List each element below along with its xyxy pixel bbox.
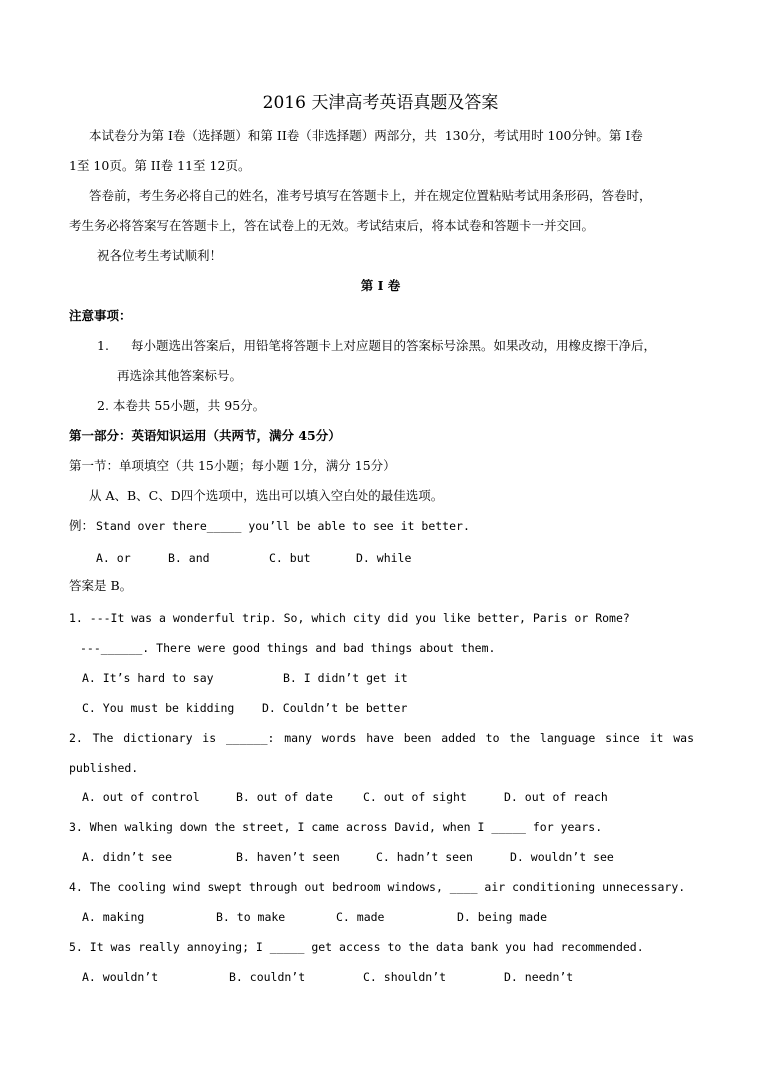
page-title: 2016 天津高考英语真题及答案 [262,93,499,113]
example-option-d: D. while [356,551,412,565]
question-3-option-d: D. wouldn’t see [510,850,614,864]
question-1-option-c: C. You must be kidding [82,701,235,715]
question-1-reply: ---______. There were good things and bad things about them. [80,641,496,655]
question-5-stem: 5. It was really annoying; I _____ get access to the data bank you had recommended. [69,940,644,954]
question-1-stem: 1. ---It was a wonderful trip. So, which city did you like better, Paris or Rome? [69,611,630,625]
part-1-heading: 第一部分：英语知识运用（共两节，满分 45分） [69,428,341,443]
question-4-option-c: C. made [336,910,385,924]
question-2-option-d: D. out of reach [504,790,608,804]
question-5-option-a: A. wouldn’t [82,970,159,984]
question-4-stem: 4. The cooling wind swept through out bedroom windows, ____ air conditioning unnecessary. [69,880,686,894]
question-5-option-b: B. couldn’t [229,970,306,984]
question-1-option-b: B. I didn’t get it [283,671,408,685]
notice-item-2: 2. 本卷共 55小题，共 95分。 [97,398,266,413]
question-3-option-c: C. hadn’t seen [376,850,473,864]
example-option-a: A. or [96,551,131,565]
example-option-b: B. and [168,551,210,565]
section-1-heading: 第一节：单项填空（共 15小题；每小题 1分，满分 15分） [69,458,396,473]
question-2-option-a: A. out of control [82,790,200,804]
question-3-option-a: A. didn’t see [82,850,173,864]
question-2-stem: 2. The dictionary is ______: many words have been added to the language since it was [69,731,694,745]
question-3-stem: 3. When walking down the street, I came across David, when I _____ for years. [69,820,603,834]
intro-line-2: 1至 10页。第 II卷 11至 12页。 [69,158,251,173]
instruction-text: 从 A、B、C、D四个选项中，选出可以填入空白处的最佳选项。 [89,488,444,503]
notice-item-1-continued: 再选涂其他答案标号。 [117,368,243,383]
question-2-stem-continued: published. [69,761,139,775]
question-1-option-d: D. Couldn’t be better [262,701,408,715]
notice-item-1-number: 1. [97,338,109,353]
notice-item-1-text: 每小题选出答案后，用铅笔将答题卡上对应题目的答案标号涂黑。如果改动，用橡皮擦干净后， [131,338,657,353]
question-5-option-d: D. needn’t [504,970,574,984]
intro-line-1: 本试卷分为第 I卷（选择题）和第 II卷（非选择题）两部分，共 130分，考试用时 100分钟。第 I卷 [89,128,643,143]
example-option-c: C. but [269,551,311,565]
example-answer: 答案是 B。 [69,578,133,593]
question-5-option-c: C. shouldn’t [363,970,447,984]
question-4-option-b: B. to make [216,910,286,924]
notice-heading: 注意事项： [69,308,132,323]
question-2-option-c: C. out of sight [363,790,467,804]
question-4-option-a: A. making [82,910,145,924]
intro-line-4: 考生务必将答案写在答题卡上，答在试卷上的无效。考试结束后，将本试卷和答题卡一并交回。 [69,218,595,233]
volume-title: 第 I 卷 [360,278,401,293]
intro-line-3: 答卷前，考生务必将自己的姓名，准考号填写在答题卡上，并在规定位置粘贴考试用条形码，答卷时， [89,188,652,203]
example-question: Stand over there_____ you’ll be able to see it better. [96,519,470,533]
example-label: 例： [69,518,95,533]
question-3-option-b: B. haven’t seen [236,850,340,864]
question-4-option-d: D. being made [457,910,548,924]
question-2-option-b: B. out of date [236,790,333,804]
intro-line-5: 祝各位考生考试顺利！ [97,248,223,263]
question-1-option-a: A. It’s hard to say [82,671,214,685]
